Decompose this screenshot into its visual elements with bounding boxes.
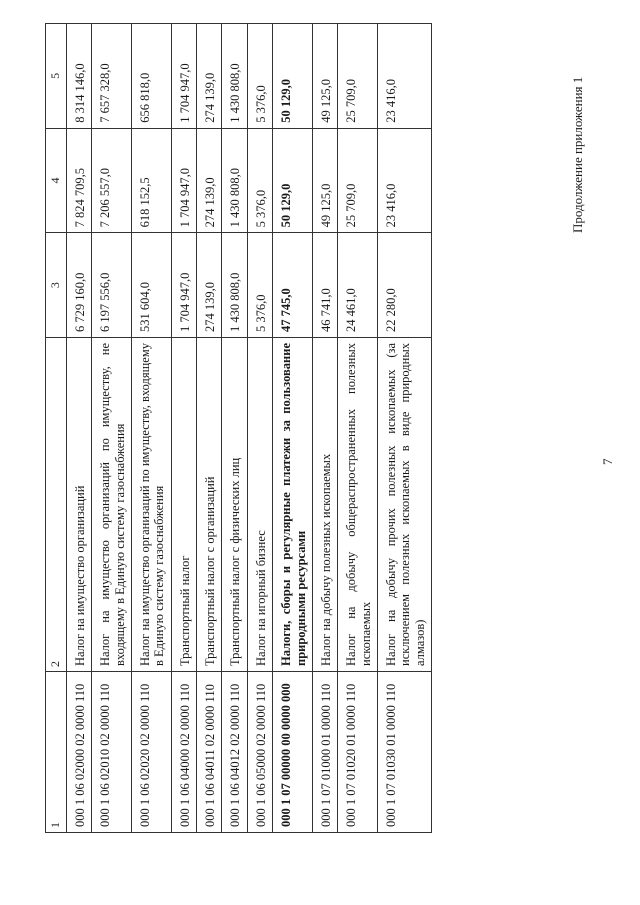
row-name: Налог на имущество организаций по имуществу, входящему в Единую систему газоснабжения [131, 338, 171, 672]
row-value-col4: 25 709,0 [338, 128, 378, 233]
row-value-col3: 1 704 947,0 [171, 233, 196, 338]
row-code: 000 1 06 04011 02 0000 110 [197, 672, 222, 833]
row-value-col3: 46 741,0 [312, 233, 337, 338]
row-value-col3: 47 745,0 [273, 233, 313, 338]
table-row [197, 24, 222, 833]
row-value-col4: 49 125,0 [312, 128, 337, 233]
row-value-col4: 7 206 557,0 [92, 128, 132, 233]
row-code: 000 1 06 02020 02 0000 110 [131, 672, 171, 833]
row-name: Налог на игорный бизнес [247, 338, 272, 672]
row-value-col4: 5 376,0 [247, 128, 272, 233]
row-name: Налог на добычу полезных ископаемых [312, 338, 337, 672]
row-value-col3: 24 461,0 [338, 233, 378, 338]
table-body [66, 24, 431, 833]
row-value-col4: 618 152,5 [131, 128, 171, 233]
row-value-col4: 50 129,0 [273, 128, 313, 233]
table-row [312, 24, 337, 833]
row-value-col5: 1 704 947,0 [171, 24, 196, 129]
row-value-col5: 49 125,0 [312, 24, 337, 129]
row-name: Налог на добычу общераспространенных полезных ископаемых [338, 338, 378, 672]
row-value-col5: 274 139,0 [197, 24, 222, 129]
header-row [46, 24, 67, 833]
row-value-col3: 6 197 556,0 [92, 233, 132, 338]
header-col-1: 1 [46, 672, 67, 833]
table-row [66, 24, 91, 833]
table-row [222, 24, 247, 833]
table-row [338, 24, 378, 833]
row-code: 000 1 06 05000 02 0000 110 [247, 672, 272, 833]
row-value-col3: 5 376,0 [247, 233, 272, 338]
header-col-5: 5 [46, 24, 67, 129]
row-code: 000 1 06 02000 02 0000 110 [66, 672, 91, 833]
header-col-3: 3 [46, 233, 67, 338]
row-code: 000 1 07 01030 01 0000 110 [378, 672, 432, 833]
row-name: Транспортный налог с физических лиц [222, 338, 247, 672]
row-name: Транспортный налог с организаций [197, 338, 222, 672]
row-name: Налог на имущество организаций по имуществу, не входящему в Единую систему газоснабжения [92, 338, 132, 672]
row-code: 000 1 06 04012 02 0000 110 [222, 672, 247, 833]
row-name: Налог на имущество организаций [66, 338, 91, 672]
table-row [378, 24, 432, 833]
row-value-col5: 7 657 328,0 [92, 24, 132, 129]
row-value-col4: 1 430 808,0 [222, 128, 247, 233]
header-col-2: 2 [46, 338, 67, 672]
row-value-col5: 1 430 808,0 [222, 24, 247, 129]
row-value-col3: 531 604,0 [131, 233, 171, 338]
row-value-col4: 23 416,0 [378, 128, 432, 233]
row-value-col3: 1 430 808,0 [222, 233, 247, 338]
row-code: 000 1 06 04000 02 0000 110 [171, 672, 196, 833]
header-col-4: 4 [46, 128, 67, 233]
row-value-col5: 50 129,0 [273, 24, 313, 129]
table-row [171, 24, 196, 833]
table-row [131, 24, 171, 833]
continuation-label: Продолжение приложения 1 [570, 76, 585, 233]
row-name: Налоги, сборы и регулярные платежи за пользование природными ресурсами [273, 338, 313, 672]
row-value-col4: 7 824 709,5 [66, 128, 91, 233]
page-number: 7 [600, 458, 615, 465]
revenue-table [45, 23, 432, 833]
row-value-col5: 5 376,0 [247, 24, 272, 129]
row-value-col5: 25 709,0 [338, 24, 378, 129]
row-code: 000 1 07 01000 01 0000 110 [312, 672, 337, 833]
row-value-col3: 274 139,0 [197, 233, 222, 338]
table-row [247, 24, 272, 833]
row-value-col3: 6 729 160,0 [66, 233, 91, 338]
row-value-col4: 1 704 947,0 [171, 128, 196, 233]
table-row [273, 24, 313, 833]
row-code: 000 1 06 02010 02 0000 110 [92, 672, 132, 833]
row-name: Транспортный налог [171, 338, 196, 672]
row-value-col3: 22 280,0 [378, 233, 432, 338]
row-code: 000 1 07 01020 01 0000 110 [338, 672, 378, 833]
row-code: 000 1 07 00000 00 0000 000 [273, 672, 313, 833]
row-value-col5: 656 818,0 [131, 24, 171, 129]
table-row [92, 24, 132, 833]
row-value-col4: 274 139,0 [197, 128, 222, 233]
row-value-col5: 23 416,0 [378, 24, 432, 129]
row-name: Налог на добычу прочих полезных ископаемых (за исключением полезных ископаемых в виде природных алмазов) [378, 338, 432, 672]
row-value-col5: 8 314 146,0 [66, 24, 91, 129]
